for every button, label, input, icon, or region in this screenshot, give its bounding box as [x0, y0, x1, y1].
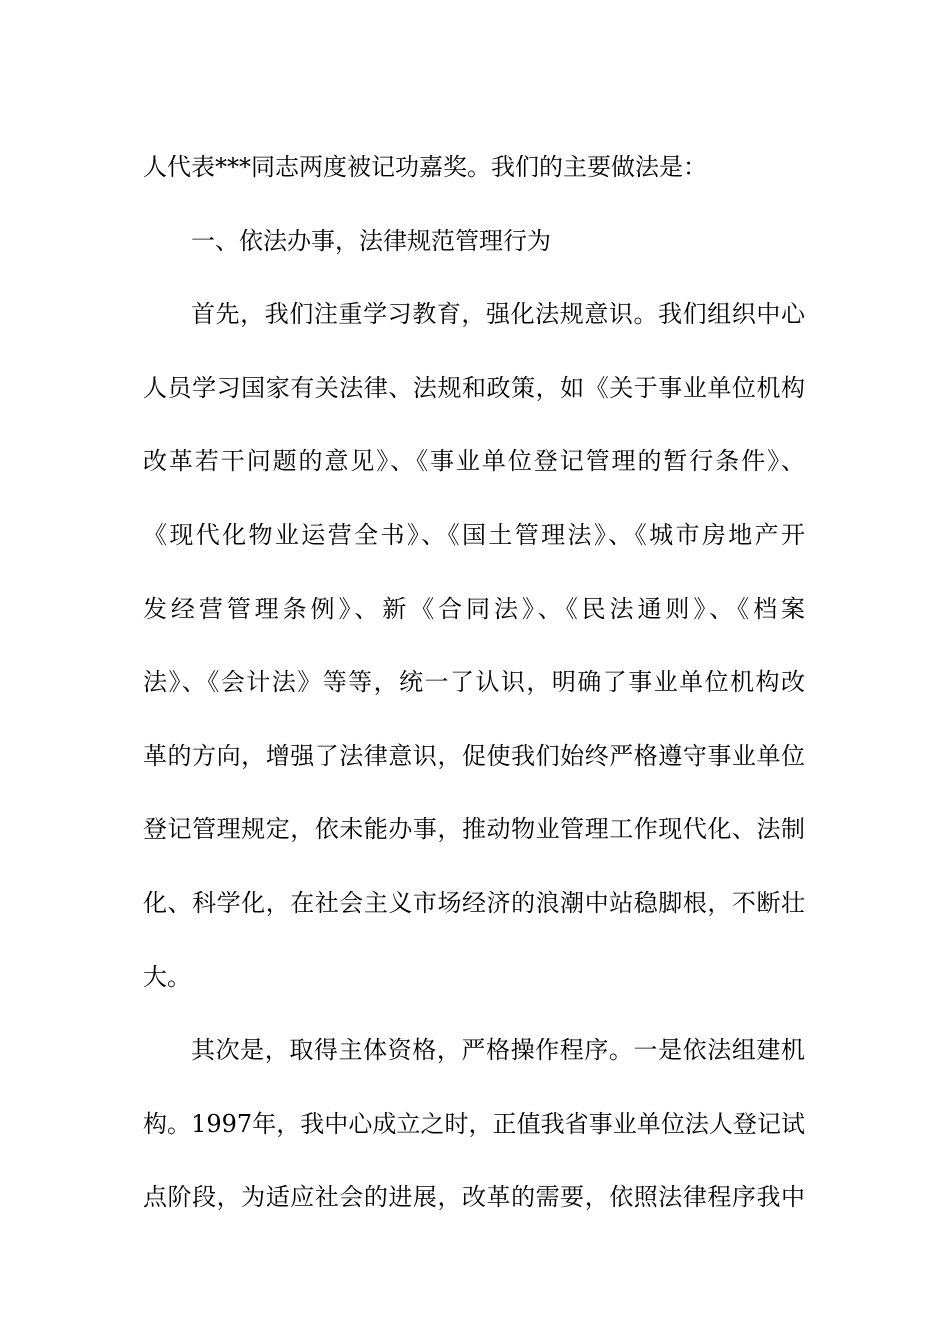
text-line-14: 构。1997年，我中心成立之时，正值我省事业单位法人登记试	[143, 1109, 805, 1138]
text-line-13: 其次是，取得主体资格，严格操作程序。一是依法组建机	[191, 1036, 805, 1065]
text-line-3: 首先，我们注重学习教育，强化法规意识。我们组织中心	[191, 300, 805, 329]
text-line-5: 改革若干问题的意见》、《事业单位登记管理的暂行条件》、	[143, 447, 805, 476]
text-line-12: 大。	[143, 962, 191, 991]
text-line-15: 点阶段，为适应社会的进展，改革的需要，依照法律程序我中	[143, 1183, 805, 1212]
text-line-4: 人员学习国家有关法律、法规和政策，如《关于事业单位机构	[143, 373, 805, 402]
text-line-9: 革的方向，增强了法律意识，促使我们始终严格遵守事业单位	[143, 741, 805, 770]
text-line-6: 《现代化物业运营全书》、《国土管理法》、《城市房地产开	[143, 520, 805, 549]
text-line-10: 登记管理规定，依未能办事，推动物业管理工作现代化、法制	[143, 815, 805, 844]
text-line-11: 化、科学化，在社会主义市场经济的浪潮中站稳脚根，不断壮	[143, 888, 805, 917]
body-text	[143, 131, 805, 1235]
text-line-1: 人代表***同志两度被记功嘉奖。我们的主要做法是：	[143, 153, 707, 181]
text-line-7: 发经营管理条例》、新《合同法》、《民法通则》、《档案	[143, 594, 805, 623]
text-line-8: 法》、《会计法》等等，统一了认识，明确了事业单位机构改	[143, 668, 805, 697]
section-heading: 一、依法办事，法律规范管理行为	[191, 226, 551, 255]
